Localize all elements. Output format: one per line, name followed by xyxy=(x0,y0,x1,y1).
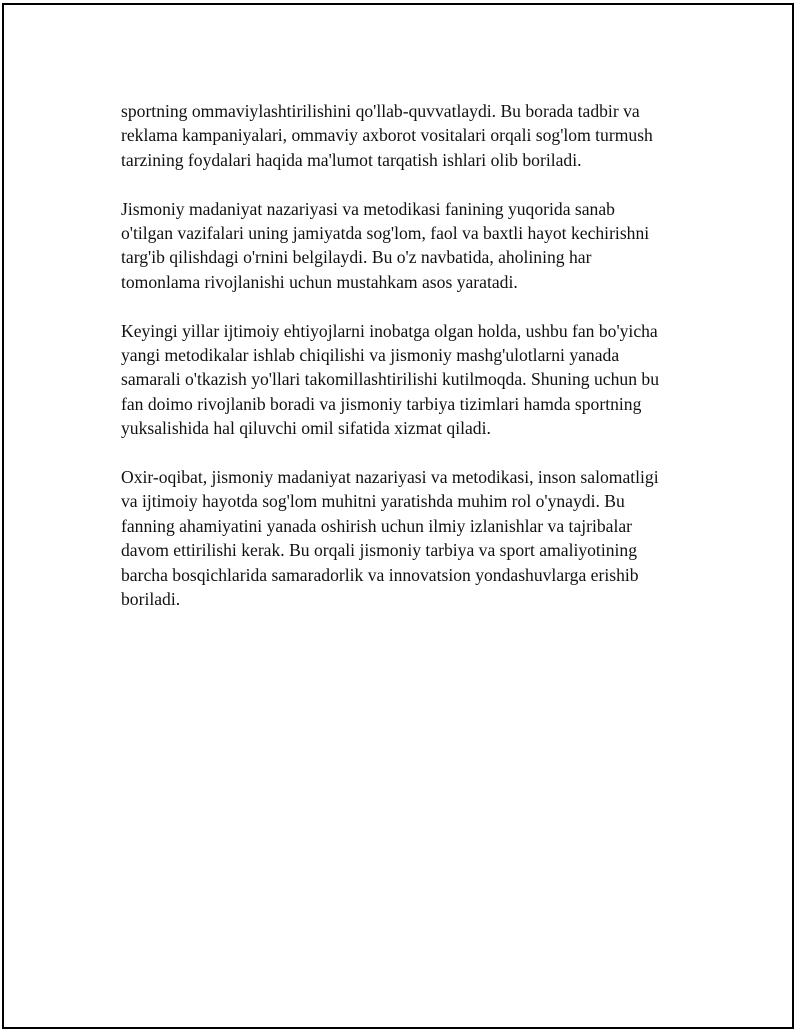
paragraph-1 xyxy=(121,99,701,172)
text-line: o'tilgan vazifalari uning jamiyatda sog'lom, faol va baxtli hayot kechirishni xyxy=(121,223,650,244)
text-line: fan doimo rivojlanib boradi va jismoniy tarbiya tizimlari hamda sportning xyxy=(121,393,642,414)
text-line: boriladi. xyxy=(121,589,181,610)
paragraph-3 xyxy=(121,319,701,441)
text-line: sportning ommaviylashtirilishini qo'llab-quvvatlaydi. Bu borada tadbir va xyxy=(121,101,640,121)
page-frame xyxy=(2,3,794,1029)
text-line: tomonlama rivojlanishi uchun mustahkam asos yaratadi. xyxy=(121,271,518,292)
text-line: samarali o'tkazish yo'llari takomillashtirilishi kutilmoqda. Shuning uchun bu xyxy=(121,369,659,390)
text-line: va ijtimoiy hayotda sog'lom muhitni yaratishda muhim rol o'ynaydi. Bu xyxy=(121,491,625,512)
text-line: Keyingi yillar ijtimoiy ehtiyojlarni inobatga olgan holda, ushbu fan bo'yicha xyxy=(121,320,658,341)
document-body xyxy=(121,99,701,636)
text-line: tarzining foydalari haqida ma'lumot tarqatish ishlari olib boriladi. xyxy=(121,149,582,170)
text-line: reklama kampaniyalari, ommaviy axborot vositalari orqali sog'lom turmush xyxy=(121,125,653,146)
text-line: yuksalishida hal qiluvchi omil sifatida xizmat qiladi. xyxy=(121,418,491,439)
text-line: yangi metodikalar ishlab chiqilishi va jismoniy mashg'ulotlarni yanada xyxy=(121,345,620,366)
paragraph-4 xyxy=(121,465,701,611)
paragraph-2 xyxy=(121,197,701,295)
text-line: Jismoniy madaniyat nazariyasi va metodikasi fanining yuqorida sanab xyxy=(121,198,615,219)
text-line: targ'ib qilishdagi o'rnini belgilaydi. Bu o'z navbatida, aholining har xyxy=(121,247,592,268)
text-line: davom ettirilishi kerak. Bu orqali jismoniy tarbiya va sport amaliyotining xyxy=(121,540,637,561)
text-line: fanning ahamiyatini yanada oshirish uchun ilmiy izlanishlar va tajribalar xyxy=(121,515,633,536)
text-line: Oxir-oqibat, jismoniy madaniyat nazariyasi va metodikasi, inson salomatligi xyxy=(121,467,659,488)
text-line: barcha bosqichlarida samaradorlik va innovatsion yondashuvlarga erishib xyxy=(121,564,639,585)
